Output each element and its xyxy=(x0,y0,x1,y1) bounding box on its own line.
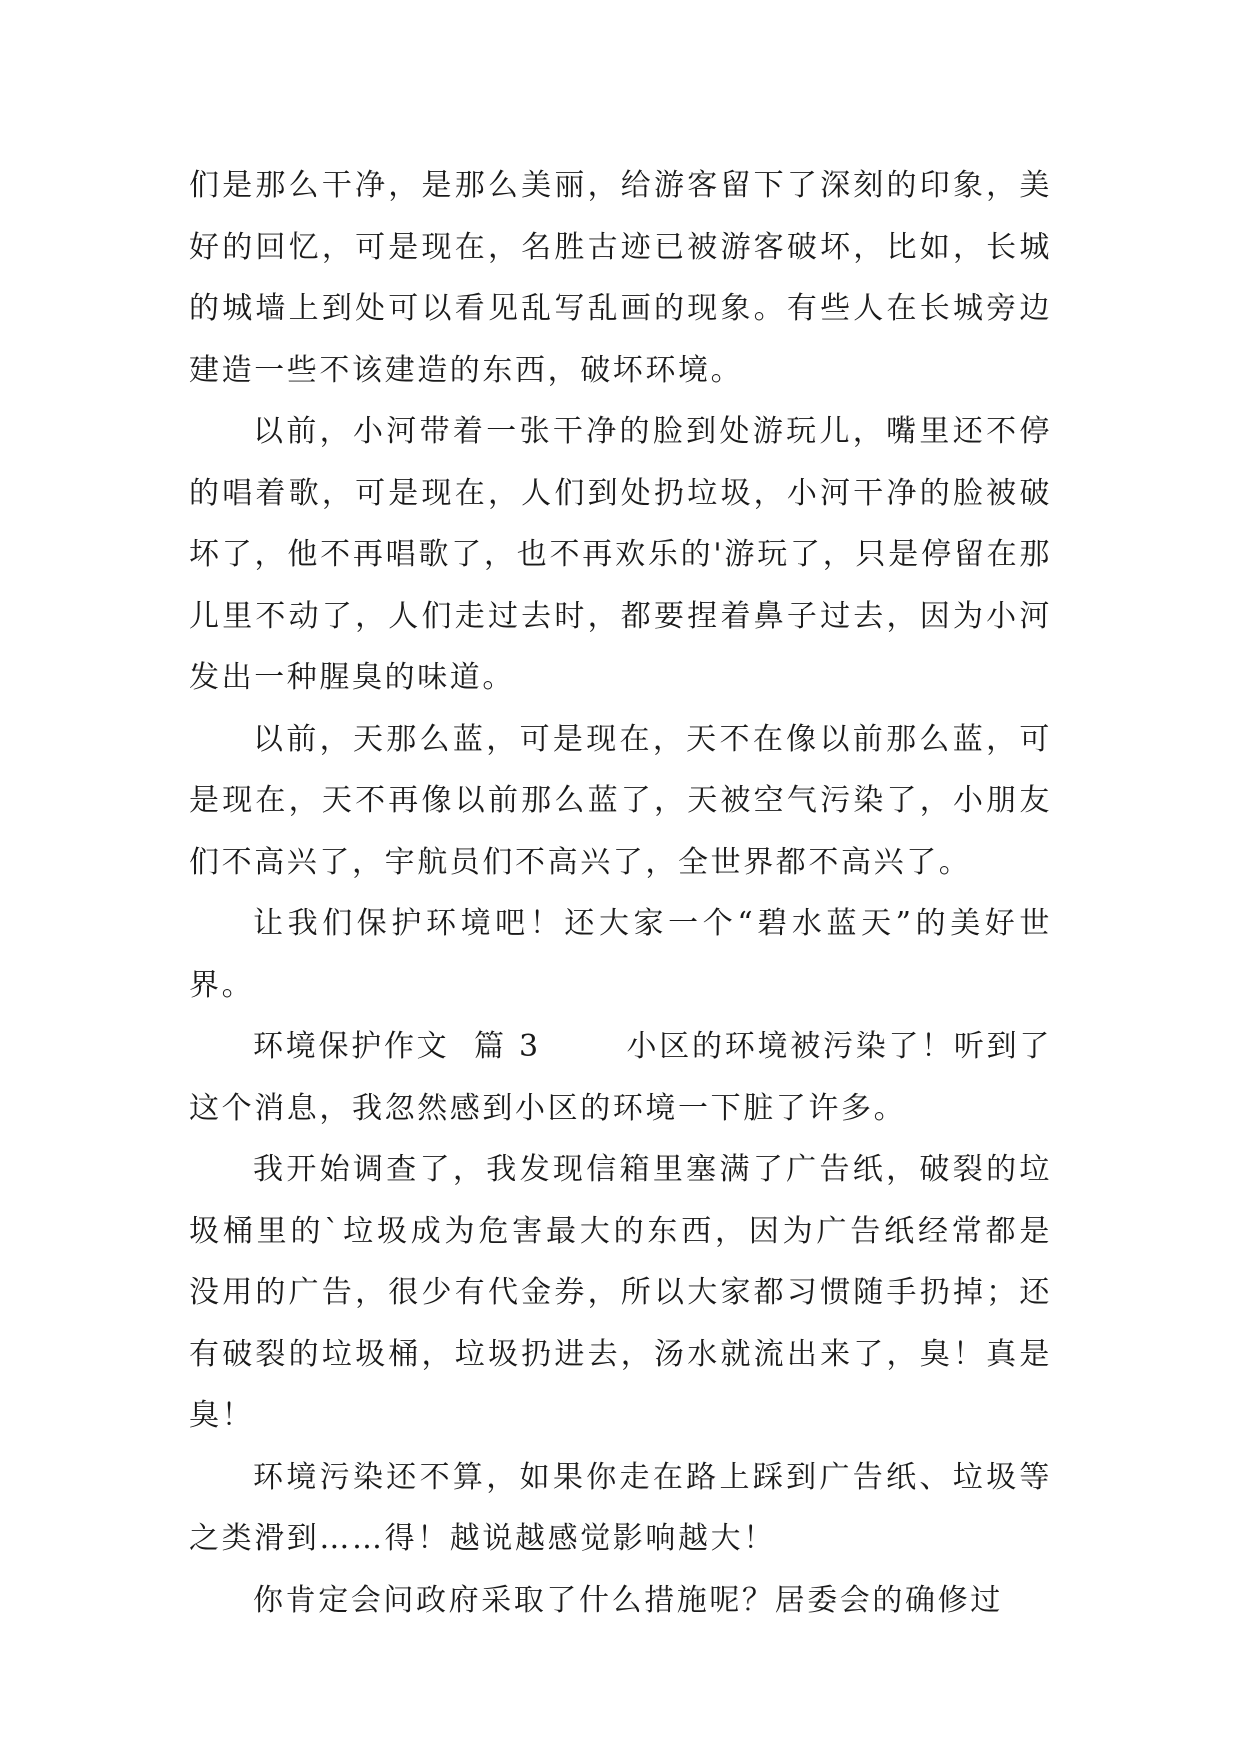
paragraph-1: 们是那么干净，是那么美丽，给游客留下了深刻的印象，美好的回忆，可是现在，名胜古迹已被游客破坏，比如，长城的城墙上到处可以看见乱写乱画的现象。有些人在长城旁边建造一些不该建造的东西，破坏环境。 xyxy=(189,168,1052,388)
paragraph-8: 你肯定会问政府采取了什么措施呢？居委会的确修过 xyxy=(253,1582,1003,1618)
document-body xyxy=(189,155,1052,1631)
paragraph-2: 以前，小河带着一张干净的脸到处游玩儿，嘴里还不停的唱着歌，可是现在，人们到处扔垃圾，小河干净的脸被破坏了，他不再唱歌了，也不再欢乐的'游玩了，只是停留在那儿里不动了，人们走过去时，都要捏着鼻子过去，因为小河发出一种腥臭的味道。 xyxy=(189,414,1052,695)
paragraph-7: 环境污染还不算，如果你走在路上踩到广告纸、垃圾等之类滑到……得！越说越感觉影响越大！ xyxy=(189,1459,1052,1556)
paragraph-6: 我开始调查了，我发现信箱里塞满了广告纸，破裂的垃圾桶里的`垃圾成为危害最大的东西，因为广告纸经常都是没用的广告，很少有代金券，所以大家都习惯随手扔掉；还有破裂的垃圾桶，垃圾扔进去，汤水就流出来了，臭！真是臭！ xyxy=(189,1152,1052,1433)
paragraph-4: 让我们保护环境吧！还大家一个“碧水蓝天”的美好世界。 xyxy=(189,906,1052,1003)
paragraph-3: 以前，天那么蓝，可是现在，天不在像以前那么蓝，可是现在，天不再像以前那么蓝了，天被空气污染了，小朋友们不高兴了，宇航员们不高兴了，全世界都不高兴了。 xyxy=(189,721,1052,880)
paragraph-5-section-heading: 环境保护作文 篇 3 小区的环境被污染了！听到了这个消息，我忽然感到小区的环境一下脏了许多。 xyxy=(189,1029,1052,1126)
